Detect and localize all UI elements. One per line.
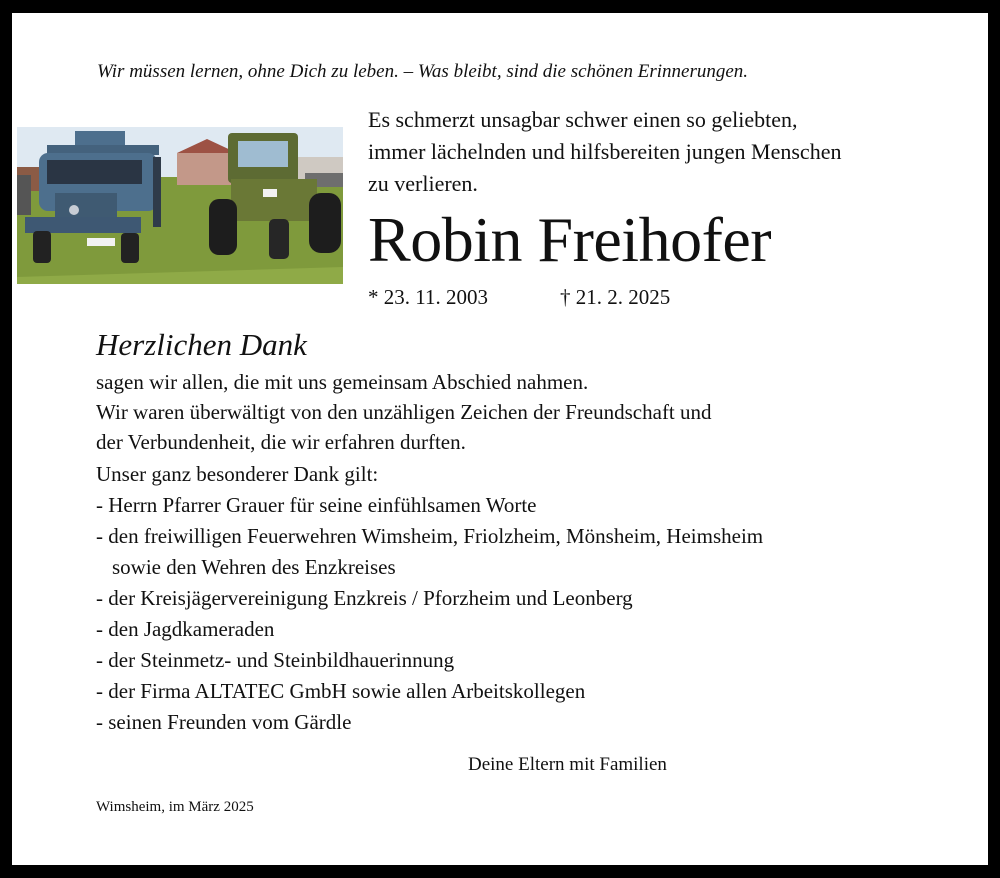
photo-illustration — [17, 127, 343, 284]
intro-line: immer lächelnden und hilfsbereiten jungen Menschen — [368, 139, 842, 164]
thanks-line: sagen wir allen, die mit uns gemeinsam Abschied nahmen. — [96, 370, 589, 394]
thanks-heading: Herzlichen Dank — [96, 327, 307, 362]
motto-quote: Wir müssen lernen, ohne Dich zu leben. – Was bleibt, sind die schönen Erinnerungen. — [97, 61, 749, 82]
thanks-line: Wir waren überwältigt von den unzähligen Zeichen der Freundschaft und — [96, 400, 712, 424]
thanks-line: der Verbundenheit, die wir erfahren durften. — [96, 430, 466, 454]
intro-line: zu verlieren. — [368, 171, 478, 196]
list-item: - den Jagdkameraden — [96, 617, 275, 641]
truck-and-tractor-photo — [17, 127, 343, 284]
special-thanks-list — [96, 459, 763, 738]
list-item: sowie den Wehren des Enzkreises — [112, 555, 396, 579]
list-item: - der Steinmetz- und Steinbildhauerinnung — [96, 648, 455, 672]
birth-date: * 23. 11. 2003 — [368, 285, 488, 309]
intro-text — [368, 104, 841, 200]
list-item: - Herrn Pfarrer Grauer für seine einfühlsamen Worte — [96, 493, 537, 517]
signature-line: Deine Eltern mit Familien — [468, 754, 667, 775]
death-date: † 21. 2. 2025 — [560, 285, 671, 309]
intro-line: Es schmerzt unsagbar schwer einen so geliebten, — [368, 107, 798, 132]
list-item: - seinen Freunden vom Gärdle — [96, 710, 352, 734]
special-thanks-intro: Unser ganz besonderer Dank gilt: — [96, 462, 379, 486]
deceased-name: Robin Freihofer — [368, 204, 772, 275]
list-item: - den freiwilligen Feuerwehren Wimsheim, Friolzheim, Mönsheim, Heimsheim — [96, 524, 764, 548]
obituary-card — [12, 13, 988, 865]
thanks-text — [96, 367, 712, 457]
list-item: - der Firma ALTATEC GmbH sowie allen Arbeitskollegen — [96, 679, 586, 703]
place-and-date: Wimsheim, im März 2025 — [96, 799, 254, 815]
list-item: - der Kreisjägervereinigung Enzkreis / Pforzheim und Leonberg — [96, 586, 633, 610]
